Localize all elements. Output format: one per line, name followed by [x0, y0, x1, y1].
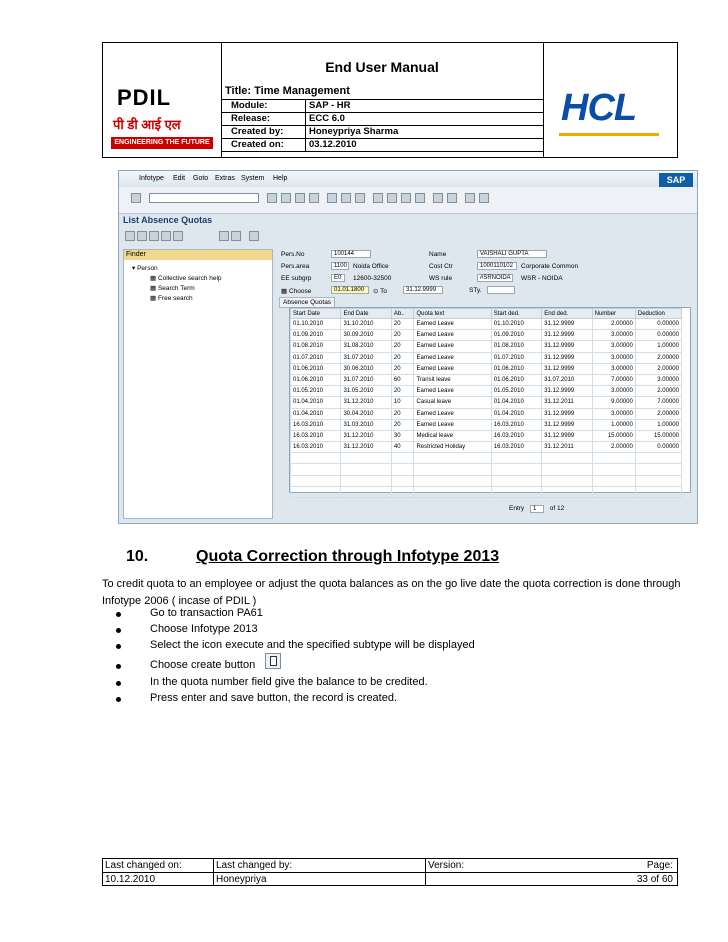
table-row[interactable] — [291, 352, 682, 363]
table-cell: 3.00000 — [592, 352, 635, 363]
period-to: ⊙ To — [373, 288, 388, 295]
table-cell: 31.12.9999 — [542, 363, 592, 374]
meta-key: Created by: — [231, 126, 284, 137]
table-cell: 01.04.2010 — [291, 397, 341, 408]
print-icon[interactable] — [327, 193, 337, 203]
meta-row — [221, 100, 543, 113]
column-header[interactable]: Start Date — [291, 309, 341, 319]
table-cell: 20 — [391, 319, 414, 330]
table-cell: 1.00000 — [635, 419, 681, 430]
bullet-icon — [116, 612, 121, 617]
table-cell: Medical leave — [414, 430, 491, 441]
back-icon[interactable] — [281, 193, 291, 203]
object-manager — [123, 249, 273, 519]
table-cell: 1.00000 — [635, 341, 681, 352]
menu-system[interactable]: System — [241, 175, 265, 182]
table-cell: 3.00000 — [592, 341, 635, 352]
table-row[interactable] — [291, 363, 682, 374]
table-cell: 16.03.2010 — [491, 430, 541, 441]
ee-subgrp-field: E0 — [331, 274, 345, 282]
menu-extras[interactable]: Extras — [215, 175, 235, 182]
table-cell: 2.00000 — [635, 408, 681, 419]
last-changed-by-value: Honeypriya — [213, 873, 425, 886]
section-intro: To credit quota to an employee or adjust the quota balances as on the go live date the quota correction is done through Infotype 2006 ( incase of PDIL ) — [102, 578, 681, 607]
next-page-icon[interactable] — [401, 193, 411, 203]
table-cell: 20 — [391, 386, 414, 397]
pdil-tagline: ENGINEERING THE FUTURE — [111, 137, 213, 149]
table-row[interactable] — [291, 319, 682, 330]
table-cell: 01.04.2010 — [491, 397, 541, 408]
sap-logo: SAP — [659, 173, 693, 187]
column-header[interactable]: Ab.. — [391, 309, 414, 319]
footer-version-page — [425, 859, 677, 872]
table-cell: 40 — [391, 442, 414, 453]
application-toolbar — [123, 229, 273, 243]
table-cell: 01.10.2010 — [491, 319, 541, 330]
column-header[interactable]: Quota text — [414, 309, 491, 319]
table-cell: 31.05.2010 — [341, 386, 391, 397]
create-icon[interactable] — [125, 231, 135, 241]
menu-help[interactable]: Help — [273, 175, 288, 182]
save-icon[interactable] — [267, 193, 277, 203]
find-icon[interactable] — [341, 193, 351, 203]
last-changed-on-label: Last changed on: — [105, 860, 182, 871]
table-cell: 20 — [391, 330, 414, 341]
table-cell: 2.00000 — [592, 319, 635, 330]
quota-detail-pane — [279, 249, 695, 519]
column-header[interactable]: End ded. — [542, 309, 592, 319]
table-cell: Earned Leave — [414, 352, 491, 363]
menu-edit[interactable]: Edit — [173, 175, 186, 182]
help-icon[interactable] — [465, 193, 475, 203]
first-page-icon[interactable] — [373, 193, 383, 203]
table-cell: 31.12.2011 — [542, 397, 592, 408]
table-cell: 30.06.2010 — [341, 363, 391, 374]
table-cell: 01.06.2010 — [491, 374, 541, 385]
meta-key: Release: — [231, 113, 271, 124]
table-cell: 01.09.2010 — [491, 330, 541, 341]
bullet-icon — [116, 697, 121, 702]
subtype-label: STy. — [469, 287, 482, 294]
table-cell: 31.12.9999 — [542, 386, 592, 397]
table-cell: 3.00000 — [592, 363, 635, 374]
sap-screenshot — [118, 170, 698, 524]
table-cell: 01.09.2010 — [291, 330, 341, 341]
filter-icon[interactable] — [219, 231, 229, 241]
table-cell: 20 — [391, 419, 414, 430]
list-item-text: Select the icon execute and the specified subtype will be displayed — [150, 639, 475, 651]
shortcut-icon[interactable] — [447, 193, 457, 203]
table-cell: Earned Leave — [414, 319, 491, 330]
menu-infotype[interactable]: Infotype — [139, 175, 164, 182]
cost-ctr-label: Cost Ctr — [429, 263, 453, 270]
table-header-row — [291, 309, 682, 319]
table-cell: 31.12.2010 — [341, 430, 391, 441]
table-cell: 31.10.2010 — [341, 319, 391, 330]
table-cell: 3.00000 — [592, 330, 635, 341]
column-header[interactable]: Number — [592, 309, 635, 319]
date-from-field[interactable]: 01.01.1800 — [331, 286, 369, 294]
tree-search-term[interactable]: ▦ Search Term — [150, 285, 195, 292]
version-label: Version: — [428, 860, 465, 871]
of-label: of — [549, 505, 556, 512]
meta-key: Created on: — [231, 139, 284, 150]
pers-no-field[interactable]: 100144 — [331, 250, 371, 258]
display-icon[interactable] — [149, 231, 159, 241]
meta-value: 03.12.2010 — [309, 139, 357, 150]
table-cell: 7.00000 — [635, 397, 681, 408]
pdil-logo-cell — [103, 43, 222, 157]
table-cell: 20 — [391, 363, 414, 374]
sort-icon[interactable] — [231, 231, 241, 241]
table-cell: 01.04.2010 — [291, 408, 341, 419]
document-title: End User Manual — [325, 59, 439, 75]
footer-version-page-values — [425, 873, 677, 886]
page-label: Page: — [646, 860, 673, 871]
tree-person[interactable]: ▾ Person — [132, 265, 158, 272]
ee-subgrp-text: 12600-32500 — [353, 275, 392, 282]
table-cell: 31.12.2010 — [341, 397, 391, 408]
table-cell: 31.12.2010 — [341, 442, 391, 453]
page-number: 33 of 60 — [636, 874, 673, 885]
table-cell: 60 — [391, 374, 414, 385]
table-cell: 31.12.2011 — [542, 442, 592, 453]
last-changed-by-label: Last changed by: — [213, 859, 425, 872]
entry-indicator — [509, 505, 564, 513]
table-row[interactable] — [291, 397, 682, 408]
empty-row — [291, 453, 682, 464]
pdil-logo-hindi: पी डी आई एल — [113, 117, 181, 132]
table-cell: 15.00000 — [635, 430, 681, 441]
metadata-table — [221, 99, 543, 152]
table-cell: Casual leave — [414, 397, 491, 408]
table-row[interactable] — [291, 442, 682, 453]
overview-icon[interactable] — [249, 231, 259, 241]
list-item-text: Choose Infotype 2013 — [150, 623, 258, 635]
table-cell: 3.00000 — [592, 386, 635, 397]
copy-icon[interactable] — [161, 231, 171, 241]
name-field: VAISHALI GUPTA — [477, 250, 547, 258]
table-row[interactable] — [291, 419, 682, 430]
meta-row — [221, 139, 543, 152]
bullet-icon — [116, 664, 121, 669]
table-cell: 31.12.9999 — [542, 330, 592, 341]
table-cell: 31.07.2010 — [341, 352, 391, 363]
hcl-logo-underline — [559, 133, 659, 136]
table-row[interactable] — [291, 430, 682, 441]
list-item-text: Choose create button — [150, 659, 256, 671]
list-item-text: In the quota number field give the balance to be credited. — [150, 676, 428, 688]
table-cell: 10 — [391, 397, 414, 408]
table-cell: Earned Leave — [414, 386, 491, 397]
column-header[interactable]: Deduction — [635, 309, 681, 319]
table-cell: 16.03.2010 — [491, 442, 541, 453]
table-cell: 16.03.2010 — [291, 442, 341, 453]
table-cell: 3.00000 — [635, 374, 681, 385]
table-cell: Earned Leave — [414, 341, 491, 352]
tree-item-label: Search Term — [157, 285, 195, 292]
meta-value: SAP - HR — [309, 100, 351, 111]
bullet-icon — [116, 644, 121, 649]
table-row[interactable] — [291, 408, 682, 419]
table-cell: 1.00000 — [592, 419, 635, 430]
table-cell: 15.00000 — [592, 430, 635, 441]
entry-label: Entry — [509, 505, 525, 512]
table-cell: 16.03.2010 — [291, 419, 341, 430]
meta-row — [221, 113, 543, 126]
table-cell: 0.00000 — [635, 442, 681, 453]
tree-free-search[interactable]: ▦ Free search — [150, 295, 193, 302]
table-cell: 9.00000 — [592, 397, 635, 408]
table-cell: 30.09.2010 — [341, 330, 391, 341]
table-row[interactable] — [291, 386, 682, 397]
ws-rule-field: #SRNOIDA — [477, 274, 513, 282]
table-cell: 0.00000 — [635, 330, 681, 341]
entry-field[interactable]: 1 — [530, 505, 544, 513]
table-row[interactable] — [291, 330, 682, 341]
table-cell: 16.03.2010 — [291, 430, 341, 441]
section-number: 10. — [126, 548, 149, 565]
tab-absence-quotas[interactable]: Absence Quotas — [279, 297, 335, 308]
table-body — [291, 319, 682, 498]
table-cell: 01.05.2010 — [291, 386, 341, 397]
column-header[interactable]: End Date — [341, 309, 391, 319]
table-cell: Earned Leave — [414, 363, 491, 374]
table-cell: Earned Leave — [414, 330, 491, 341]
table-cell: 2.00000 — [635, 352, 681, 363]
command-field[interactable] — [149, 193, 259, 203]
table-cell: 16.03.2010 — [491, 419, 541, 430]
header-info-cell — [221, 43, 544, 157]
table-cell: Transit leave — [414, 374, 491, 385]
to-label: To — [380, 288, 388, 295]
table-cell: 31.07.2010 — [542, 374, 592, 385]
table-cell: 31.12.9999 — [542, 419, 592, 430]
table-cell: 31.12.9999 — [542, 341, 592, 352]
bullet-icon — [116, 628, 121, 633]
pers-no-label: Pers.No — [281, 251, 305, 258]
section-title: Quota Correction through Infotype 2013 — [196, 548, 500, 565]
choose-label: Choose — [288, 288, 312, 295]
pdil-logo-text: PDIL — [117, 85, 172, 110]
screen-title: List Absence Quotas — [123, 215, 213, 225]
date-to-field[interactable]: 31.12.9999 — [403, 286, 443, 294]
tree-person-label: Person — [137, 265, 158, 272]
last-changed-on-value: 10.12.2010 — [105, 874, 156, 885]
table-row[interactable] — [291, 341, 682, 352]
meta-value: Honeypriya Sharma — [309, 126, 399, 137]
absence-quota-table — [289, 307, 691, 493]
table-cell: 01.08.2010 — [491, 341, 541, 352]
table-cell: 31.03.2010 — [341, 419, 391, 430]
change-icon[interactable] — [137, 231, 147, 241]
bullet-icon — [116, 681, 121, 686]
table-cell: 30 — [391, 430, 414, 441]
table-cell: 31.08.2010 — [341, 341, 391, 352]
sap-menubar — [119, 171, 697, 187]
table-cell: Earned Leave — [414, 408, 491, 419]
table-cell: 01.06.2010 — [491, 363, 541, 374]
pdil-logo — [109, 77, 215, 151]
table-cell: 2.00000 — [635, 363, 681, 374]
empty-row — [291, 486, 682, 497]
document-header — [102, 42, 678, 158]
new-session-icon[interactable] — [433, 193, 443, 203]
table-cell: 7.00000 — [592, 374, 635, 385]
table-cell: Restricted Holiday — [414, 442, 491, 453]
tree-item-label: Free search — [157, 295, 193, 302]
table-cell: 01.07.2010 — [291, 352, 341, 363]
ws-rule-text: WSR - NOIDA — [521, 275, 563, 282]
column-header[interactable]: Start ded. — [491, 309, 541, 319]
exit-icon[interactable] — [295, 193, 305, 203]
list-item-text: Go to transaction PA61 — [150, 607, 263, 619]
empty-row — [291, 464, 682, 475]
ee-subgrp-label: EE subgrp — [281, 275, 312, 282]
finder-header[interactable]: Finder — [124, 250, 272, 260]
find-next-icon[interactable] — [355, 193, 365, 203]
table-row[interactable] — [291, 374, 682, 385]
table-cell: 20 — [391, 341, 414, 352]
table-cell: 31.12.9999 — [542, 430, 592, 441]
name-label: Name — [429, 251, 447, 258]
table-cell: 31.12.9999 — [542, 408, 592, 419]
cost-ctr-text: Corporate Common — [521, 263, 579, 270]
table-cell: 0.00000 — [635, 319, 681, 330]
table-cell: 01.06.2010 — [291, 374, 341, 385]
table-cell: 31.07.2010 — [341, 374, 391, 385]
table-cell: 2.00000 — [635, 386, 681, 397]
table-cell: 01.08.2010 — [291, 341, 341, 352]
hcl-logo: HCL — [561, 87, 637, 129]
tree-item-label: Collective search help — [157, 275, 222, 282]
delete-icon[interactable] — [173, 231, 183, 241]
table-cell: 01.07.2010 — [491, 352, 541, 363]
cost-ctr-field: 1000110102 — [477, 262, 517, 270]
create-document-icon — [265, 653, 281, 669]
table-cell: 01.05.2010 — [491, 386, 541, 397]
list-item-text: Press enter and save button, the record is created. — [150, 692, 398, 704]
sap-standard-toolbar — [119, 187, 697, 214]
meta-key: Module: — [231, 100, 268, 111]
table-cell: Earned Leave — [414, 419, 491, 430]
meta-value: ECC 6.0 — [309, 113, 345, 124]
table-cell: 31.12.9999 — [542, 319, 592, 330]
layout-icon[interactable] — [479, 193, 489, 203]
hcl-logo-cell — [543, 43, 677, 157]
table-cell: 3.00000 — [592, 408, 635, 419]
table-cell: 20 — [391, 408, 414, 419]
table-cell: 01.06.2010 — [291, 363, 341, 374]
choose-period[interactable]: ▦ Choose — [281, 288, 312, 295]
table-cell: 01.04.2010 — [491, 408, 541, 419]
subtype-field[interactable] — [487, 286, 515, 294]
menu-goto[interactable]: Goto — [193, 175, 209, 182]
empty-row — [291, 475, 682, 486]
pers-area-label: Pers.area — [281, 263, 310, 270]
tree-collective-search[interactable]: ▦ Collective search help — [150, 275, 222, 282]
document-subtitle: Title: Time Management — [225, 85, 350, 97]
table-cell: 31.12.9999 — [542, 352, 592, 363]
table-cell: 20 — [391, 352, 414, 363]
previous-page-icon[interactable] — [387, 193, 397, 203]
entry-total: 12 — [557, 505, 565, 512]
table-cell: 30.04.2010 — [341, 408, 391, 419]
table-cell: 01.10.2010 — [291, 319, 341, 330]
pers-area-code-field: 1100 — [331, 262, 349, 270]
document-footer — [102, 858, 678, 886]
ws-rule-label: WS rule — [429, 275, 453, 282]
table-cell: 2.00000 — [592, 442, 635, 453]
meta-row — [221, 126, 543, 139]
last-page-icon[interactable] — [415, 193, 425, 203]
cancel-icon[interactable] — [309, 193, 319, 203]
pers-area-text: Noida Office — [353, 263, 389, 270]
enter-icon[interactable] — [131, 193, 141, 203]
